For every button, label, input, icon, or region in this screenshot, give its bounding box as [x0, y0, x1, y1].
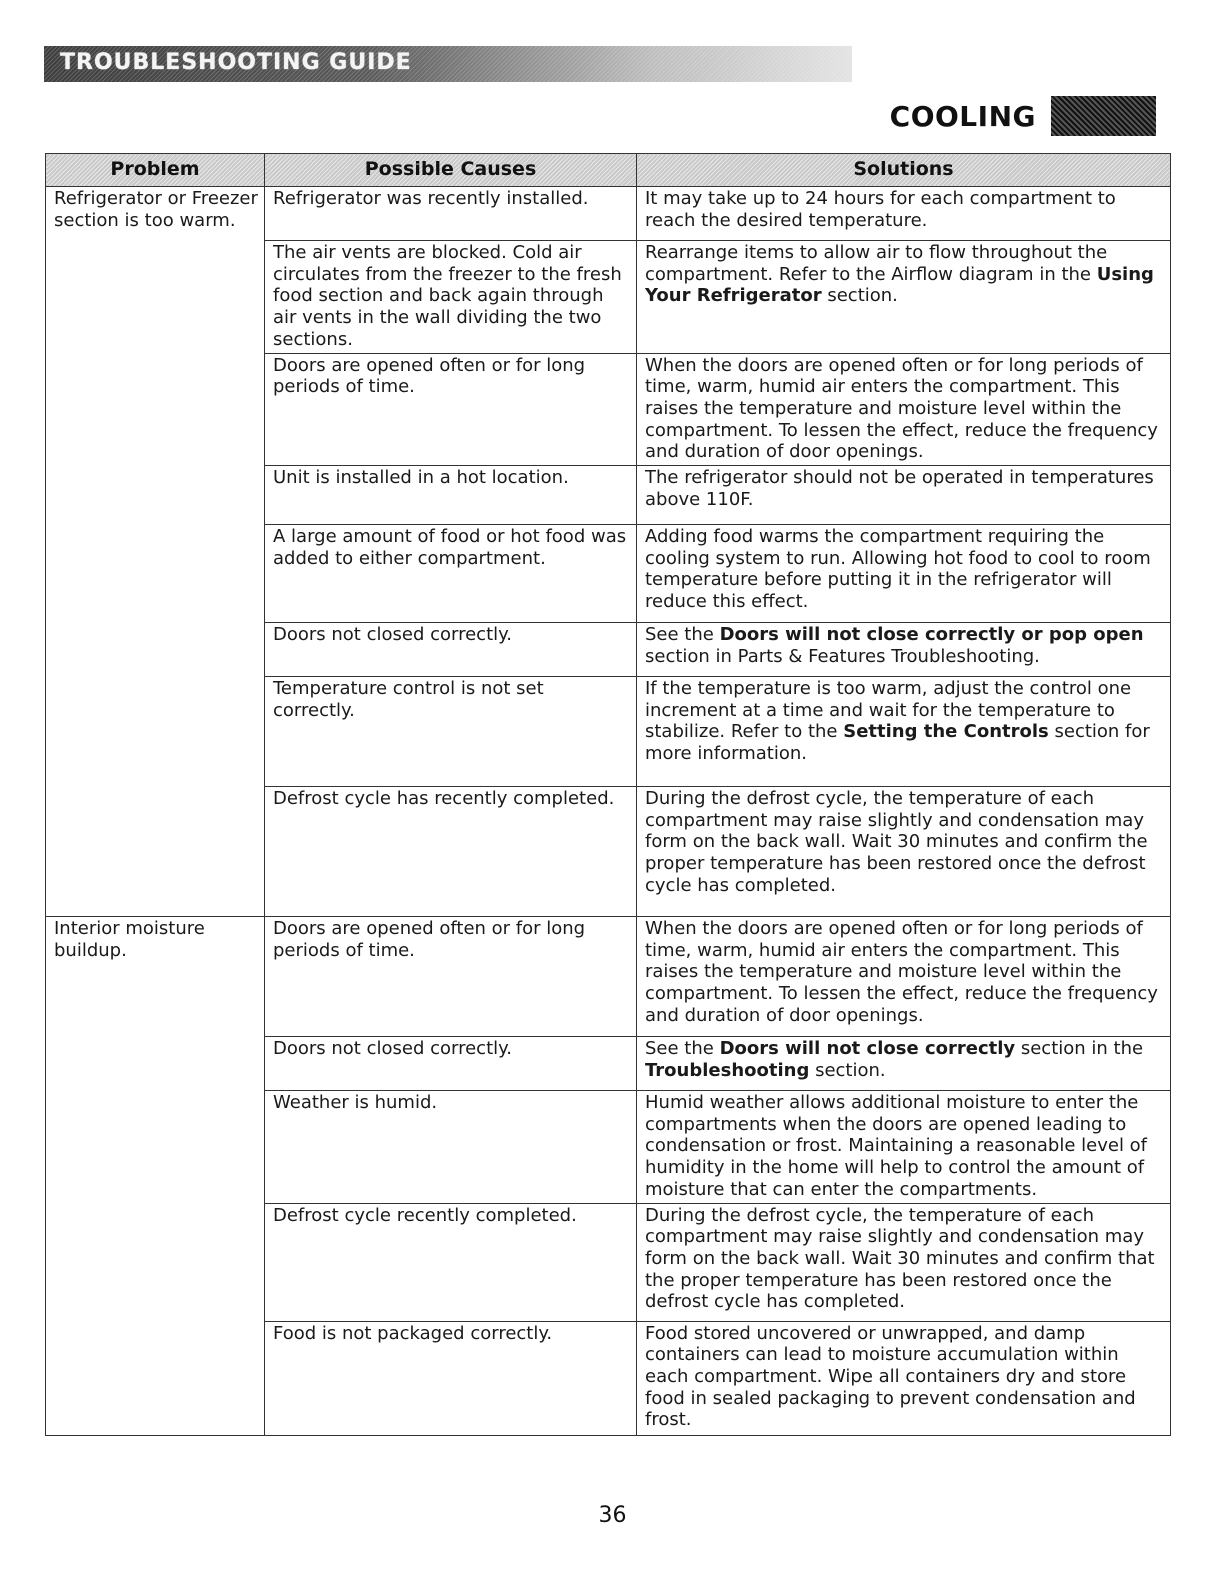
cause-cell: A large amount of food or hot food was added to either compartment. [265, 525, 637, 623]
header-problem: Problem [46, 154, 265, 187]
solution-text: If the temperature is too warm, adjust the control one increment at a time and wait for the temperature to stabilize. Refer to the [645, 678, 1132, 743]
cause-cell: Doors are opened often or for long periods of time. [265, 917, 637, 1037]
solution-cell [637, 787, 1171, 917]
solution-text: section in the [1015, 1038, 1144, 1060]
header-possible-causes: Possible Causes [265, 154, 637, 187]
cause-cell: Unit is installed in a hot location. [265, 466, 637, 525]
cause-cell: The air vents are blocked. Cold air circulates from the freezer to the fresh food section and back again through air vents in the wall dividing the two sections. [265, 241, 637, 354]
solution-text: It may take up to 24 hours for each compartment to reach the desired temperature. [645, 188, 1116, 231]
cause-cell: Weather is humid. [265, 1091, 637, 1204]
table-header-row [46, 154, 1171, 187]
table-row [46, 187, 1171, 241]
solution-cell [637, 917, 1171, 1037]
table-body [46, 187, 1171, 1436]
solution-text: The refrigerator should not be operated in temperatures above 110F. [645, 467, 1154, 510]
solution-cell [637, 466, 1171, 525]
solution-cell [637, 525, 1171, 623]
solution-cell [637, 1203, 1171, 1321]
solution-emphasis: Doors will not close correctly [719, 1038, 1016, 1060]
banner-title: TROUBLESHOOTING GUIDE [60, 50, 412, 75]
section-banner [44, 46, 852, 82]
cause-cell: Refrigerator was recently installed. [265, 187, 637, 241]
solution-cell [637, 353, 1171, 466]
solution-emphasis: Troubleshooting [645, 1059, 810, 1081]
solution-text: When the doors are opened often or for long periods of time, warm, humid air enters the compartment. This raises the temperature and moisture level within the compartment. To lessen the effect, reduce the frequency and duration of door openings. [645, 918, 1158, 1026]
cause-cell: Defrost cycle has recently completed. [265, 787, 637, 917]
solution-cell [637, 1091, 1171, 1204]
solution-text: During the defrost cycle, the temperature of each compartment may raise slightly and condensation may form on the back wall. Wait 30 minutes and confirm that the proper temperature has been restored once the defrost cycle has completed. [645, 1204, 1155, 1313]
solution-cell [637, 187, 1171, 241]
solution-text: section for more information. [645, 721, 1150, 765]
solution-text: Adding food warms the compartment requiring the cooling system to run. Allowing hot food to cool to room temperature before putting it in the refrigerator will reduce this effect. [645, 526, 1151, 613]
solution-cell [637, 1321, 1171, 1435]
cause-cell: Temperature control is not set correctly. [265, 677, 637, 787]
troubleshooting-table [45, 153, 1171, 1436]
cause-cell: Doors not closed correctly. [265, 623, 637, 677]
problem-cell: Refrigerator or Freezer section is too warm. [46, 187, 265, 917]
problem-cell: Interior moisture buildup. [46, 917, 265, 1436]
cause-cell: Doors not closed correctly. [265, 1037, 637, 1091]
cause-cell: Defrost cycle recently completed. [265, 1203, 637, 1321]
solution-text: Rearrange items to allow air to flow throughout the compartment. Refer to the Airflow diagram in the [645, 242, 1108, 285]
cause-cell: Food is not packaged correctly. [265, 1321, 637, 1435]
solution-cell [637, 623, 1171, 677]
solution-text: See the [645, 624, 720, 646]
solution-cell [637, 1037, 1171, 1091]
solution-emphasis: Doors will not close correctly or pop open [719, 624, 1144, 646]
solution-text: section. [821, 285, 898, 307]
solution-text: During the defrost cycle, the temperature of each compartment may raise slightly and condensation may form on the back wall. Wait 30 minutes and confirm the proper temperature has been restored once the defrost cycle has completed. [645, 788, 1148, 896]
cause-cell: Doors are opened often or for long periods of time. [265, 353, 637, 466]
solution-text: Humid weather allows additional moisture to enter the compartments when the doors are opened leading to condensation or frost. Maintaining a reasonable level of humidity in the home will help to control the amount of moisture that can enter the compartments. [645, 1092, 1148, 1200]
solution-emphasis: Using Your Refrigerator [645, 263, 1154, 307]
solution-text: section in Parts & Features Troubleshooting. [645, 645, 1040, 667]
solution-cell [637, 677, 1171, 787]
solution-emphasis: Setting the Controls [843, 721, 1049, 743]
table-row [46, 917, 1171, 1037]
solution-text: section. [809, 1059, 886, 1081]
header-solutions: Solutions [637, 154, 1171, 187]
page-number: 36 [598, 1503, 627, 1528]
solution-text: Food stored uncovered or unwrapped, and damp containers can lead to moisture accumulation within each compartment. Wipe all containers dry and store food in sealed packaging to prevent condensation and frost. [645, 1322, 1136, 1431]
section-marker [1051, 96, 1156, 136]
solution-text: When the doors are opened often or for long periods of time, warm, humid air enters the compartment. This raises the temperature and moisture level within the compartment. To lessen the effect, reduce the frequency and duration of door openings. [645, 354, 1158, 463]
solution-text: See the [645, 1038, 720, 1060]
solution-cell [637, 241, 1171, 354]
section-title: COOLING [889, 100, 1036, 133]
